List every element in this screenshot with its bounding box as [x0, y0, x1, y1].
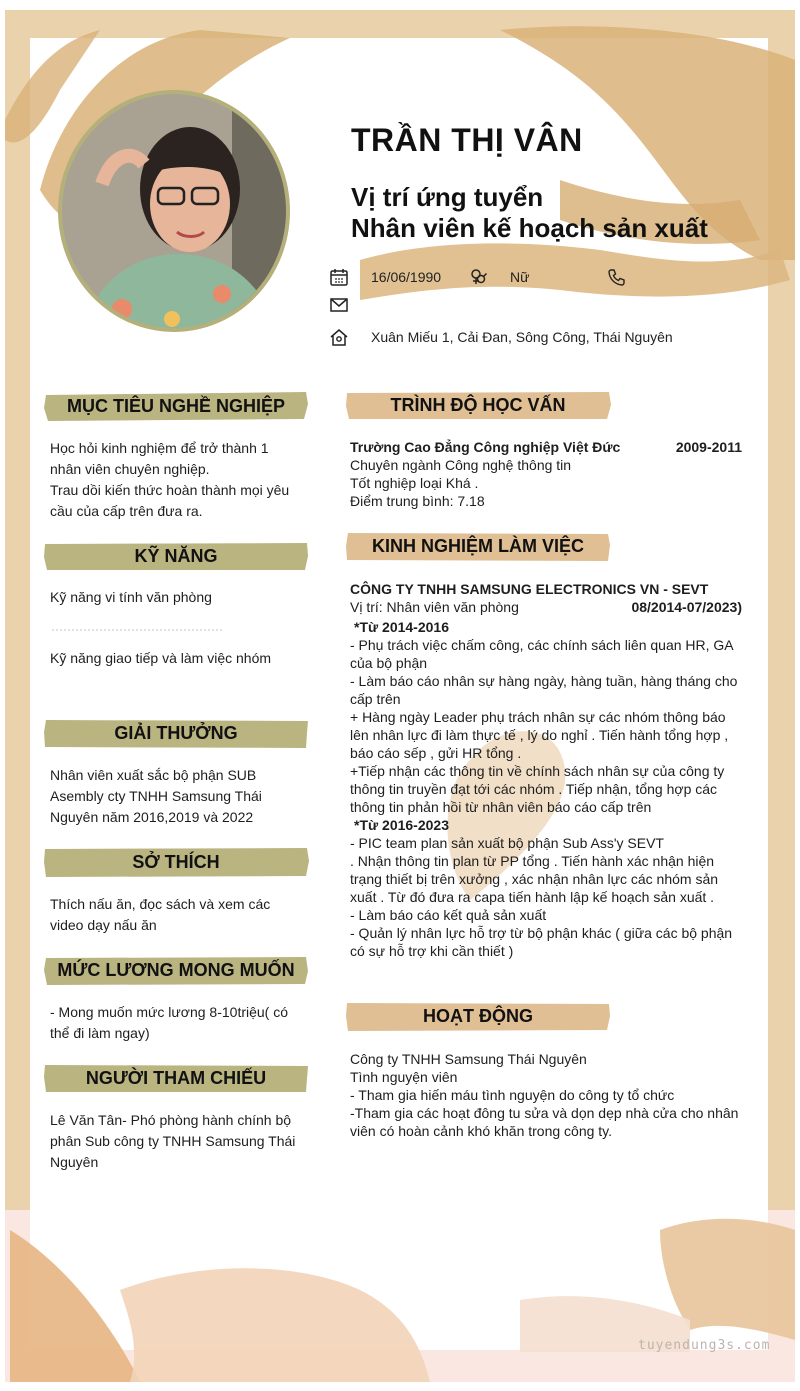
- phone-icon: [607, 267, 627, 287]
- section-header-hobbies: SỞ THÍCH: [42, 846, 310, 878]
- address: Xuân Miếu 1, Cải Đan, Sông Công, Thái Nguyên: [371, 329, 673, 345]
- school-name: Trường Cao Đẳng Công nghiệp Việt Đức: [350, 439, 621, 455]
- awards-text: Nhân viên xuất sắc bộ phận SUB Asembly cty TNHH Samsung Thái Nguyên năm 2016,2019 và 2022: [50, 767, 262, 825]
- profile-photo: [58, 90, 290, 332]
- candidate-name: TRẦN THỊ VÂN: [351, 122, 583, 158]
- section-header-expected-salary: MỨC LƯƠNG MONG MUỐN: [42, 954, 310, 986]
- experience-block: CÔNG TY TNHH SAMSUNG ELECTRONICS VN - SEVT Vị trí: Nhân viên văn phòng 08/2014-07/2023) *Từ 2014-2016 - Phụ trách việc chấm công, các chính sách liên quan HR, GA của bộ phận - Làm báo cáo nhân sự hàng ngày, hàng tuần, hàng tháng cho cấp trên + Hàng ngày Leader phụ trách nhân sự các nhóm thông báo lên nhân lực đi làm thực tế , lý do nghỉ . Tiến hành tổng hợp , báo cáo sếp , gửi HR tổng . +Tiếp nhận các thông tin về chính sách nhân sự của công ty thông tin truyền đạt tới các nhóm . Tiếp nhận, tổng hợp các thông tin phản hồi từ nhân viên báo cáo cấp trên *Từ 2016-2023 - PIC team plan sản xuất bộ phận Sub Ass'y SEVT . Nhận thông tin plan từ PP tổng . Tiến hành xác nhận hiện trạng thiết bị trên xưởng , xác nhận nhân lực các nhóm sản xuất . Từ đó đưa ra capa tiến hành lập kế hoạch sản xuất . - Làm báo cáo kết quả sản xuất - Quản lý nhân lực hỗ trợ từ bộ phận khác ( giữa các bộ phận có sự hỗ trợ khi cần thiết ): [350, 581, 742, 959]
- job-period: 08/2014-07/2023): [631, 599, 742, 615]
- references-text: Lê Văn Tân- Phó phòng hành chính bộ phân Sub công ty TNHH Samsung Thái Nguyên: [50, 1112, 296, 1170]
- hobbies-text: Thích nấu ăn, đọc sách và xem các video dạy nấu ăn: [50, 896, 271, 933]
- section-header-references: NGƯỜI THAM CHIẾU: [42, 1062, 310, 1094]
- section-header-skills: KỸ NĂNG: [42, 540, 310, 572]
- activities-block: Công ty TNHH Samsung Thái Nguyên Tình nguyện viên - Tham gia hiến máu tình nguyện do công ty tổ chức -Tham gia các hoạt đông tu sửa và dọn dẹp nhà cửa cho nhân viên có hoàn cảnh khó khăn trong công ty.: [350, 1051, 739, 1139]
- expected-salary-text: - Mong muốn mức lương 8-10triệu( có thể đi làm ngay): [50, 1004, 289, 1041]
- skill-item: Kỹ năng vi tính văn phòng: [50, 589, 212, 605]
- career-goal-text: Học hỏi kinh nghiệm để trở thành 1 nhân viên chuyên nghiệp. Trau dồi kiến thức hoàn thành mọi yêu cầu của cấp trên đưa ra.: [50, 440, 290, 519]
- education-years: 2009-2011: [675, 439, 742, 455]
- education-block: Trường Cao Đẳng Công nghiệp Việt Đức 2009-2011 Chuyên ngành Công nghệ thông tin Tốt nghiệp loại Khá . Điểm trung bình: 7.18: [350, 439, 742, 509]
- section-header-experience: KINH NGHIỆM LÀM VIỆC: [344, 530, 612, 562]
- mail-icon: [329, 295, 349, 315]
- job-role: Vị trí: Nhân viên văn phòng: [350, 599, 519, 615]
- position-title: Nhân viên kế hoạch sản xuất: [351, 213, 708, 243]
- birth-date: 16/06/1990: [371, 269, 442, 285]
- position-label: Vị trí ứng tuyển: [351, 182, 544, 212]
- skill-rating-dots: [52, 629, 222, 631]
- company-name: CÔNG TY TNHH SAMSUNG ELECTRONICS VN - SEVT: [350, 581, 709, 597]
- skill-item: Kỹ năng giao tiếp và làm việc nhóm: [50, 650, 272, 666]
- gender-icon: [468, 267, 488, 287]
- section-header-activities: HOẠT ĐỘNG: [344, 1000, 612, 1032]
- calendar-icon: [329, 267, 349, 287]
- gender: Nữ: [510, 269, 530, 285]
- section-header-career-goal: MỤC TIÊU NGHỀ NGHIỆP: [42, 390, 310, 422]
- home-location-icon: [329, 327, 349, 347]
- watermark: tuyendung3s.com: [638, 1338, 771, 1353]
- section-header-education: TRÌNH ĐỘ HỌC VẤN: [344, 389, 612, 421]
- section-header-awards: GIẢI THƯỞNG: [42, 717, 310, 749]
